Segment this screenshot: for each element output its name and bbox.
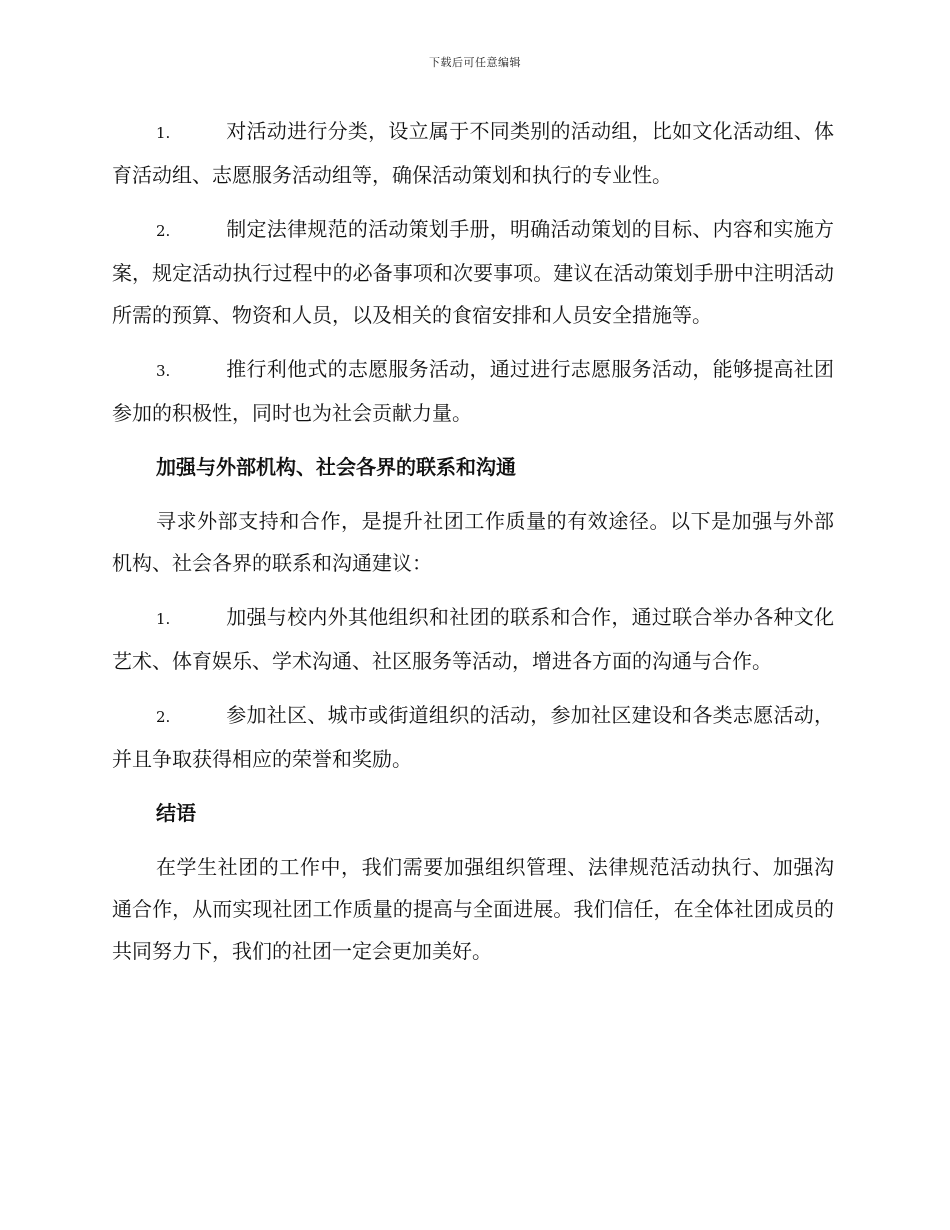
list-number: 2. [156, 222, 171, 240]
list-item-text: 加强与校内外其他组织和社团的联系和合作，通过联合举办各种文化艺术、体育娱乐、学术沟通、社区服务等活动，增进各方面的沟通与合作。 [112, 605, 834, 673]
document-body [112, 110, 834, 984]
list-number: 3. [156, 362, 171, 380]
list-item [112, 596, 834, 682]
list-item-text: 参加社区、城市或街道组织的活动，参加社区建设和各类志愿活动，并且争取获得相应的荣誉和奖励。 [112, 703, 834, 771]
list-item-text: 制定法律规范的活动策划手册，明确活动策划的目标、内容和实施方案，规定活动执行过程中的必备事项和次要事项。建议在活动策划手册中注明活动所需的预算、物资和人员，以及相关的食宿安排和人员安全措施等。 [112, 217, 834, 327]
list-number: 1. [156, 124, 171, 142]
conclusion-heading: 结语 [156, 801, 196, 825]
list-item [112, 110, 834, 196]
conclusion-text: 在学生社团的工作中，我们需要加强组织管理、法律规范活动执行、加强沟通合作，从而实现社团工作质量的提高与全面进展。我们信任，在全体社团成员的共同努力下，我们的社团一定会更加美好。 [112, 855, 834, 963]
list-item [112, 694, 834, 780]
list-item-text: 推行利他式的志愿服务活动，通过进行志愿服务活动，能够提高社团参加的积极性，同时也为社会贡献力量。 [112, 357, 834, 425]
section-heading: 加强与外部机构、社会各界的联系和沟通 [156, 455, 516, 479]
section-intro: 寻求外部支持和合作，是提升社团工作质量的有效途径。以下是加强与外部机构、社会各界的联系和沟通建议： [112, 509, 834, 575]
list-number: 1. [156, 610, 171, 628]
list-item [112, 208, 834, 336]
page-header: 下载后可任意编辑 [429, 56, 521, 69]
list-number: 2. [156, 708, 171, 726]
list-item [112, 348, 834, 434]
list-item-text: 对活动进行分类，设立属于不同类别的活动组，比如文化活动组、体育活动组、志愿服务活动组等，确保活动策划和执行的专业性。 [112, 119, 834, 187]
